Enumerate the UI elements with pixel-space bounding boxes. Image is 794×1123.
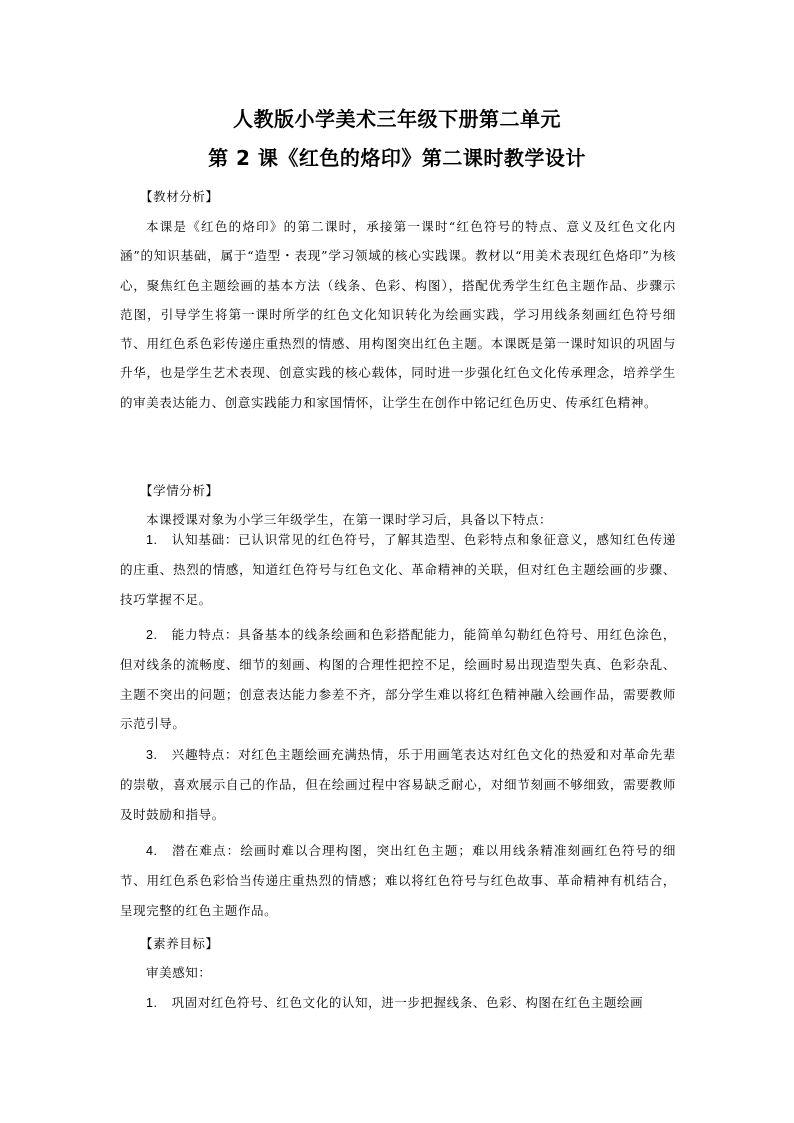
student-analysis-intro: 本课授课对象为小学三年级学生，在第一课时学习后，具备以下特点： [146,512,553,527]
list-item [120,525,676,614]
textbook-analysis-paragraph: 本课是《红色的烙印》的第二课时，承接第一课时“红色符号的特点、意义及红色文化内涵”的知识基础，属于“造型・表现”学习领域的核心实践课。教材以“用美术表现红色烙印”为核心，聚焦红色主题绘画的基本方法（线条、色彩、构图），搭配优秀学生红色主题作品、步骤示范图，引导学生将第一课时所学的红色文化知识转化为绘画实践，学习用线条刻画红色符号细节、用红色系色彩传递庄重热烈的情感、用构图突出红色主题。本课既是第一课时知识的巩固与升华，也是学生艺术表现、创意实践的核心载体，同时进一步强化红色文化传承理念，培养学生的审美表达能力、创意实践能力和家国情怀，让学生在创作中铭记红色历史、传承红色精神。 [120,219,676,410]
section-label-student-analysis: 【学情分析】 [140,483,219,498]
list-item-text: 巩固对红色符号、红色文化的认知，进一步把握线条、色彩、构图在红色主题绘画 [171,995,644,1010]
section-label-literacy-goals: 【素养目标】 [140,936,219,951]
subsection-label-aesthetic: 审美感知： [146,965,212,980]
list-item-text: 认知基础：已认识常见的红色符号，了解其造型、色彩特点和象征意义，感知红色传递的庄重、热烈的情感，知道红色符号与红色文化、革命精神的关联，但对红色主题绘画的步骤、技巧掌握不足。 [120,532,676,607]
list-item [120,836,676,925]
list-item-text: 兴趣特点：对红色主题绘画充满热情，乐于用画笔表达对红色文化的热爱和对革命先辈的崇敬，喜欢展示自己的作品，但在绘画过程中容易缺乏耐心，对细节刻画不够细致，需要教师及时鼓励和指导。 [120,747,676,822]
section-label-textbook-analysis: 【教材分析】 [140,189,219,204]
list-item-text: 能力特点：具备基本的线条绘画和色彩搭配能力，能简单勾勒红色符号、用红色涂色，但对线条的流畅度、细节的刻画、构图的合理性把控不足，绘画时易出现造型失真、色彩杂乱、主题不突出的问题；创意表达能力参差不齐，部分学生难以将红色精神融入绘画作品，需要教师示范引导。 [120,627,676,731]
list-item-number: 3. [146,748,158,762]
list-item-text: 潜在难点：绘画时难以合理构图，突出红色主题；难以用线条精准刻画红色符号的细节、用红色系色彩恰当传递庄重热烈的情感；难以将红色符号与红色故事、革命精神有机结合，呈现完整的红色主题作品。 [120,843,676,918]
list-item-number: 4. [146,844,158,858]
list-item-number: 1. [146,996,158,1010]
list-item [120,988,676,1018]
list-item-number: 1. [146,533,158,547]
document-title-line-1: 人教版小学美术三年级下册第二单元 [233,107,561,131]
list-item [120,740,676,829]
list-item-number: 2. [146,628,158,642]
list-item [120,620,676,738]
document-title-line-2: 第 2 课《红色的烙印》第二课时教学设计 [208,146,586,170]
